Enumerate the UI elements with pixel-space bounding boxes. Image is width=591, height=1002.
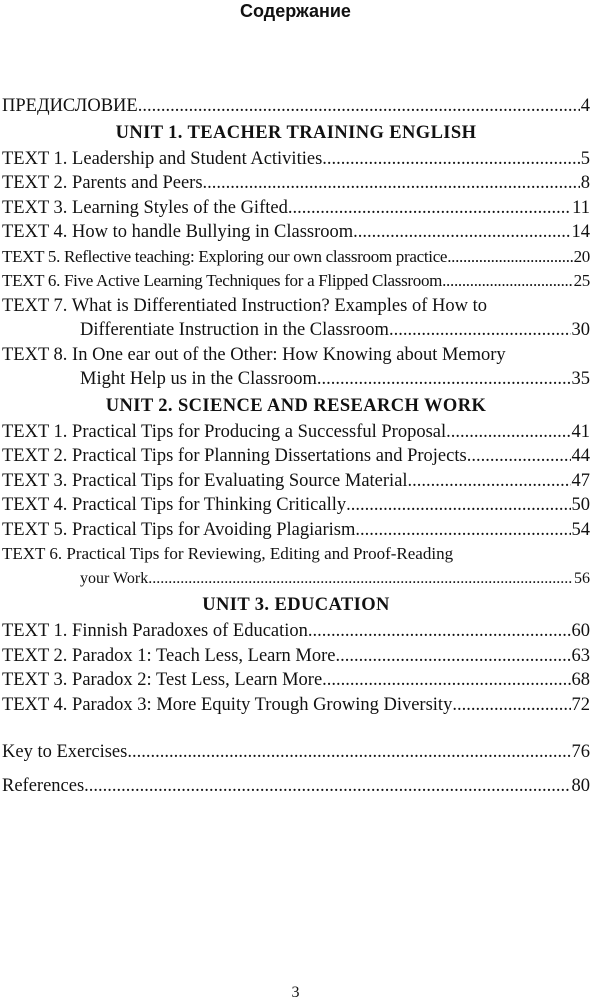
- toc-entry[interactable]: [2, 619, 590, 644]
- toc-entry[interactable]: [2, 220, 590, 245]
- dot-leader: [148, 567, 573, 592]
- toc-entry-title: TEXT 4. How to handle Bullying in Classroom: [2, 222, 354, 242]
- dot-leader: [467, 444, 571, 469]
- toc-entry-title: TEXT 4. Paradox 3: More Equity Trough Growing Diversity: [2, 694, 453, 715]
- toc-entry-page: 8: [580, 173, 590, 193]
- toc-entry[interactable]: [2, 245, 590, 270]
- toc-entry-page: 68: [571, 670, 590, 690]
- dot-leader: [408, 469, 571, 494]
- dot-leader: [446, 420, 570, 445]
- toc-entry-title: References: [2, 776, 85, 796]
- dot-leader: [138, 94, 580, 119]
- dot-leader: [452, 693, 570, 718]
- unit-3-heading: UNIT 3. EDUCATION: [202, 595, 390, 615]
- table-of-contents: [2, 94, 590, 803]
- toc-entry-title: TEXT 2. Practical Tips for Planning Dissertations and Projects: [2, 446, 467, 466]
- dot-leader: [346, 493, 570, 518]
- toc-entry[interactable]: [2, 196, 590, 221]
- toc-entry[interactable]: [2, 644, 590, 669]
- dot-leader: [322, 668, 570, 693]
- dot-leader: [317, 367, 571, 392]
- toc-entry-title: TEXT 4. Practical Tips for Thinking Critically: [2, 495, 347, 515]
- toc-entry-page: 44: [571, 446, 590, 466]
- toc-entry[interactable]: [2, 518, 590, 543]
- toc-entry-page: 41: [571, 421, 590, 442]
- toc-entry-page: 50: [571, 495, 590, 515]
- dot-leader: [84, 769, 570, 803]
- toc-entry-page: 76: [571, 742, 590, 762]
- toc-entry-title: TEXT 1. Finnish Paradoxes of Education: [2, 621, 308, 641]
- toc-entry-title: TEXT 1. Leadership and Student Activities: [2, 148, 323, 169]
- toc-entry-page: 25: [573, 271, 590, 290]
- toc-entry-first-line[interactable]: [2, 542, 590, 567]
- toc-entry-page: 47: [571, 470, 590, 491]
- toc-entry-page: 14: [571, 222, 590, 242]
- toc-entry-page: 11: [572, 197, 590, 218]
- toc-entry-first-line[interactable]: [2, 294, 590, 319]
- toc-entry-title: TEXT 6. Practical Tips for Reviewing, Editing and Proof-Reading: [2, 544, 454, 563]
- toc-entry-continuation[interactable]: [2, 367, 590, 392]
- toc-entry-page: 60: [571, 621, 590, 641]
- toc-entry-title: TEXT 2. Paradox 1: Teach Less, Learn More: [2, 645, 336, 666]
- unit-2-heading: UNIT 2. SCIENCE AND RESEARCH WORK: [105, 395, 487, 416]
- dot-leader: [442, 269, 573, 294]
- toc-entry-page: 80: [571, 776, 590, 796]
- toc-entry-first-line[interactable]: [2, 343, 590, 368]
- page-title: Содержание: [240, 1, 351, 21]
- toc-entry-key-to-exercises[interactable]: [2, 735, 590, 769]
- toc-entry[interactable]: [2, 269, 590, 294]
- toc-entry-title: TEXT 5. Practical Tips for Avoiding Plagiarism: [2, 519, 356, 540]
- dot-leader: [353, 220, 570, 245]
- toc-entry-page: 20: [573, 246, 590, 266]
- toc-entry-preface[interactable]: [2, 94, 590, 119]
- toc-entry-page: 72: [571, 694, 590, 715]
- toc-entry-title: TEXT 5. Reflective teaching: Exploring our own classroom practice: [2, 246, 448, 266]
- page-number: 3: [291, 984, 300, 1001]
- toc-entry-page: 54: [571, 519, 590, 540]
- toc-entry[interactable]: [2, 668, 590, 693]
- toc-entry-continuation[interactable]: [2, 318, 590, 343]
- toc-entry-title: Differentiate Instruction in the Classroom: [80, 320, 389, 340]
- dot-leader: [308, 619, 571, 644]
- unit-1-heading: UNIT 1. TEACHER TRAINING ENGLISH: [115, 122, 477, 143]
- dot-leader: [447, 245, 572, 270]
- toc-entry[interactable]: [2, 147, 590, 172]
- toc-entry-title: TEXT 2. Parents and Peers: [2, 173, 203, 193]
- toc-entry-title: TEXT 8. In One ear out of the Other: How Knowing about Memory: [2, 344, 506, 365]
- toc-entry-page: 4: [580, 96, 590, 116]
- toc-entry-continuation[interactable]: [2, 567, 590, 592]
- toc-entry-title: TEXT 1. Practical Tips for Producing a Successful Proposal: [2, 421, 447, 442]
- dot-leader: [322, 147, 579, 172]
- toc-entry-references[interactable]: [2, 769, 590, 803]
- toc-entry[interactable]: [2, 693, 590, 718]
- dot-leader: [336, 644, 571, 669]
- dot-leader: [127, 735, 570, 769]
- dot-leader: [203, 171, 580, 196]
- dot-leader: [389, 318, 571, 343]
- toc-entry[interactable]: [2, 444, 590, 469]
- spacer: [2, 717, 590, 735]
- toc-entry-title: TEXT 3. Practical Tips for Evaluating Source Material: [2, 470, 408, 491]
- toc-entry-title: your Work: [80, 569, 149, 587]
- toc-entry-title: TEXT 7. What is Differentiated Instruction? Examples of How to: [2, 295, 487, 316]
- toc-entry-page: 5: [580, 148, 590, 169]
- toc-entry-title: TEXT 6. Five Active Learning Techniques for a Flipped Classroom: [2, 271, 443, 290]
- toc-entry-title: TEXT 3. Learning Styles of the Gifted: [2, 197, 288, 218]
- toc-entry[interactable]: [2, 493, 590, 518]
- toc-entry[interactable]: [2, 171, 590, 196]
- dot-leader: [355, 518, 570, 543]
- toc-entry-page: 63: [571, 645, 590, 666]
- toc-entry-title: Might Help us in the Classroom: [80, 369, 317, 389]
- toc-entry-page: 30: [571, 320, 590, 340]
- toc-entry[interactable]: [2, 469, 590, 494]
- toc-entry-title: Key to Exercises: [2, 742, 128, 762]
- toc-entry-title: ПРЕДИСЛОВИЕ: [2, 96, 138, 116]
- toc-entry[interactable]: [2, 420, 590, 445]
- dot-leader: [288, 196, 571, 221]
- toc-entry-title: TEXT 3. Paradox 2: Test Less, Learn More: [2, 670, 323, 690]
- toc-entry-page: 35: [571, 369, 590, 389]
- toc-entry-page: 56: [574, 569, 590, 587]
